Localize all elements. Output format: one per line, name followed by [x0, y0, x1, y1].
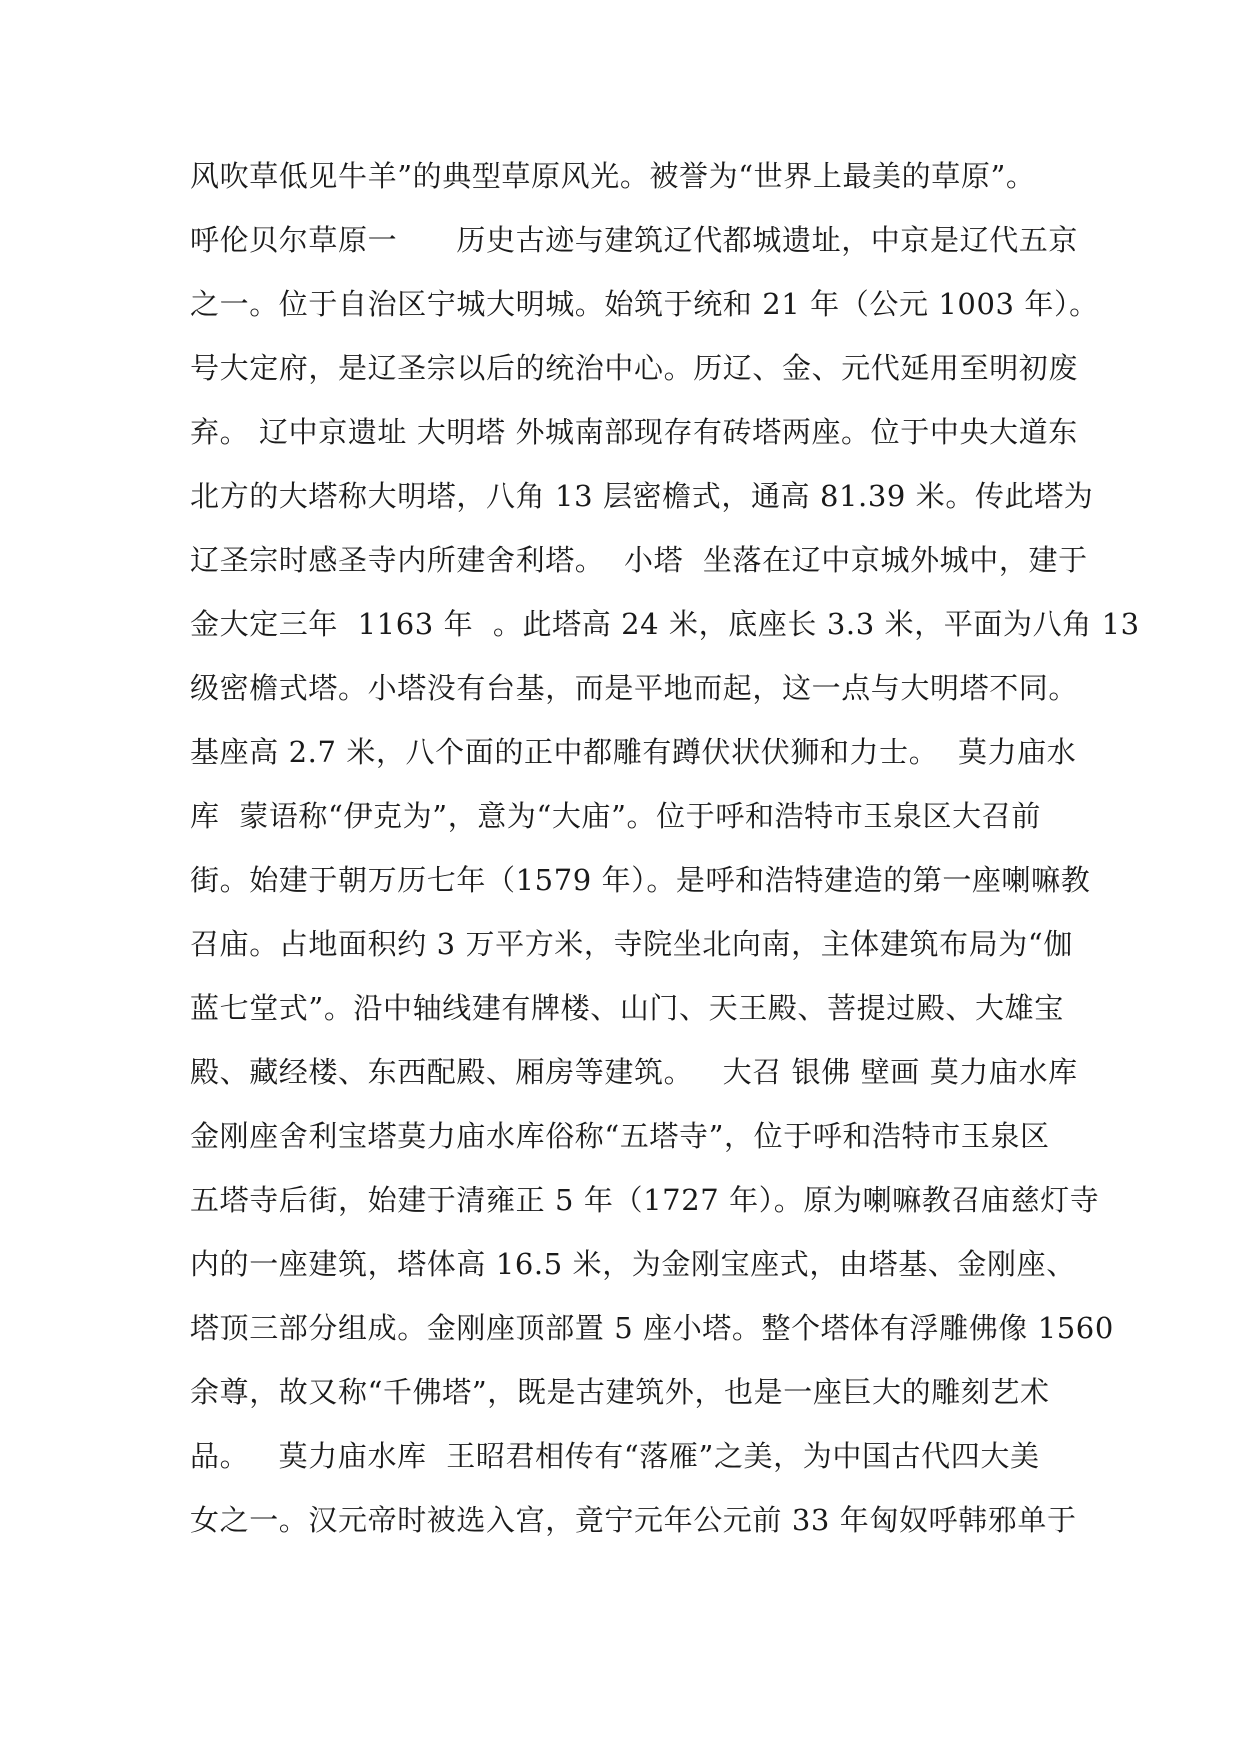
text-line: 辽圣宗时感圣寺内所建舍利塔。 小塔 坐落在辽中京城外城中，建于	[190, 543, 1088, 577]
text-line: 余尊，故又称“千佛塔”，既是古建筑外，也是一座巨大的雕刻艺术	[190, 1375, 1050, 1409]
text-line: 弃。 辽中京遗址 大明塔 外城南部现存有砖塔两座。位于中央大道东	[190, 415, 1078, 449]
text-line: 街。始建于朝万历七年（1579 年）。是呼和浩特建造的第一座喇嘛教	[190, 863, 1091, 897]
text-line: 金刚座舍利宝塔莫力庙水库俗称“五塔寺”，位于呼和浩特市玉泉区	[190, 1119, 1050, 1153]
text-line: 女之一。汉元帝时被选入宫，竟宁元年公元前 33 年匈奴呼韩邪单于	[190, 1503, 1077, 1537]
text-line: 金大定三年 1163 年 。此塔高 24 米，底座长 3.3 米，平面为八角 13	[190, 607, 1140, 641]
text-line: 五塔寺后街，始建于清雍正 5 年（1727 年）。原为喇嘛教召庙慈灯寺	[190, 1183, 1100, 1217]
text-line: 内的一座建筑，塔体高 16.5 米，为金刚宝座式，由塔基、金刚座、	[190, 1247, 1076, 1281]
text-line: 号大定府，是辽圣宗以后的统治中心。历辽、金、元代延用至明初废	[190, 351, 1079, 385]
text-line: 基座高 2.7 米，八个面的正中都雕有蹲伏状伏狮和力士。 莫力庙水	[190, 735, 1077, 769]
text-line: 呼伦贝尔草原一 历史古迹与建筑辽代都城遗址，中京是辽代五京	[190, 223, 1079, 257]
text-line: 召庙。占地面积约 3 万平方米，寺院坐北向南，主体建筑布局为“伽	[190, 927, 1073, 961]
text-line: 北方的大塔称大明塔，八角 13 层密檐式，通高 81.39 米。传此塔为	[190, 479, 1094, 513]
text-line: 品。 莫力庙水库 王昭君相传有“落雁”之美，为中国古代四大美	[190, 1439, 1040, 1473]
text-line: 级密檐式塔。小塔没有台基，而是平地而起，这一点与大明塔不同。	[190, 671, 1079, 705]
text-line: 殿、藏经楼、东西配殿、厢房等建筑。 大召 银佛 壁画 莫力庙水库	[190, 1055, 1078, 1089]
text-line: 库 蒙语称“伊克为”，意为“大庙”。位于呼和浩特市玉泉区大召前	[190, 799, 1041, 833]
text-line: 塔顶三部分组成。金刚座顶部置 5 座小塔。整个塔体有浮雕佛像 1560	[190, 1311, 1114, 1345]
body-text	[190, 144, 1140, 1552]
text-line: 之一。位于自治区宁城大明城。始筑于统和 21 年（公元 1003 年）。	[190, 287, 1099, 321]
text-line: 风吹草低见牛羊”的典型草原风光。被誉为“世界上最美的草原”。	[190, 159, 1036, 193]
text-line: 蓝七堂式”。沿中轴线建有牌楼、山门、天王殿、菩提过殿、大雄宝	[190, 991, 1064, 1025]
